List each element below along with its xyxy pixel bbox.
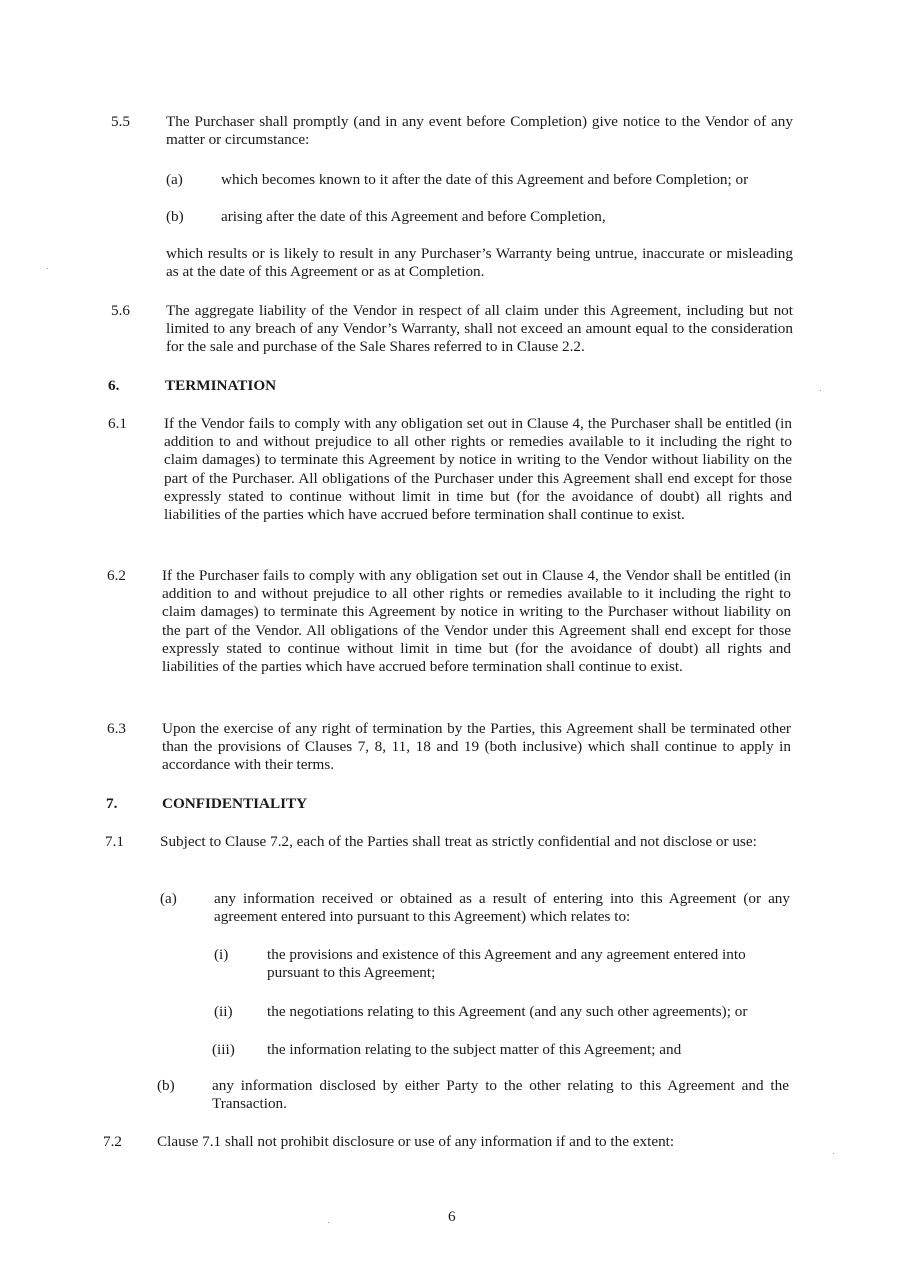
subitem-text: the information relating to the subject matter of this Agreement; and	[267, 1041, 682, 1058]
clause-text: The Purchaser shall promptly (and in any event before Completion) give notice to the Vendor of any matter or circumstance:	[166, 113, 793, 149]
subitem-text: the provisions and existence of this Agreement and any agreement entered into pursuant to this Agreement;	[267, 946, 746, 982]
item-label: (b)	[157, 1077, 175, 1094]
item-text: any information disclosed by either Party to the other relating to this Agreement and the Transaction.	[212, 1077, 789, 1113]
clause-number: 7.1	[105, 833, 124, 850]
clause-text: The aggregate liability of the Vendor in respect of all claim under this Agreement, including but not limited to any breach of any Vendor’s Warranty, shall not exceed an amount equal to the consideration for the sale and purchase of the Sale Shares referred to in Clause 2.2.	[166, 302, 793, 356]
item-label: (a)	[166, 171, 183, 188]
item-text: any information received or obtained as a result of entering into this Agreement (or any agreement entered into pursuant to this Agreement) which relates to:	[214, 890, 790, 926]
subitem-text: the negotiations relating to this Agreement (and any such other agreements); or	[267, 1003, 748, 1020]
item-label: (a)	[160, 890, 177, 907]
item-text: which becomes known to it after the date of this Agreement and before Completion; or	[221, 171, 749, 188]
scan-speck	[328, 1222, 329, 1223]
clause-text: Clause 7.1 shall not prohibit disclosure or use of any information if and to the extent:	[157, 1133, 675, 1150]
section-number: 7.	[106, 795, 118, 812]
clause-number: 6.1	[108, 415, 127, 432]
clause-number: 5.5	[111, 113, 130, 130]
clause-text: If the Vendor fails to comply with any obligation set out in Clause 4, the Purchaser shall be entitled (in addition to and without prejudice to all other rights or remedies available to it including the right to claim damages) to terminate this Agreement by notice in writing to the Vendor without liability on the part of the Purchaser. All obligations of the Purchaser under this Agreement shall end except for those expressly stated to continue without limit in time but (for the avoidance of doubt) all rights and liabilities of the parties which have accrued before termination shall continue to exist.	[164, 415, 792, 524]
item-text: arising after the date of this Agreement and before Completion,	[221, 208, 606, 225]
subitem-label: (iii)	[212, 1041, 235, 1058]
section-number: 6.	[108, 377, 120, 394]
scan-speck	[47, 268, 48, 269]
clause-number: 6.2	[107, 567, 126, 584]
scan-speck	[833, 1153, 834, 1154]
clause-text: Subject to Clause 7.2, each of the Parties shall treat as strictly confidential and not disclose or use:	[160, 833, 757, 850]
clause-number: 6.3	[107, 720, 126, 737]
clause-number: 7.2	[103, 1133, 122, 1150]
section-heading: TERMINATION	[165, 377, 277, 394]
subitem-label: (i)	[214, 946, 229, 963]
clause-tail-text: which results or is likely to result in any Purchaser’s Warranty being untrue, inaccurate or misleading as at the date of this Agreement or as at Completion.	[166, 245, 793, 281]
clause-number: 5.6	[111, 302, 130, 319]
scan-speck	[820, 390, 821, 391]
clause-text: Upon the exercise of any right of termination by the Parties, this Agreement shall be terminated other than the provisions of Clauses 7, 8, 11, 18 and 19 (both inclusive) which shall continue to apply in accordance with their terms.	[162, 720, 791, 774]
section-heading: CONFIDENTIALITY	[162, 795, 308, 812]
page-number: 6	[448, 1208, 456, 1225]
clause-text: If the Purchaser fails to comply with any obligation set out in Clause 4, the Vendor shall be entitled (in addition to and without prejudice to all other rights or remedies available to it including the right to claim damages) to terminate this Agreement by notice in writing to the Purchaser without liability on the part of the Vendor. All obligations of the Vendor under this Agreement shall end except for those expressly stated to continue without limit in time but (for the avoidance of doubt) all rights and liabilities of the parties which have accrued before termination shall continue to exist.	[162, 567, 791, 676]
item-label: (b)	[166, 208, 184, 225]
subitem-label: (ii)	[214, 1003, 233, 1020]
